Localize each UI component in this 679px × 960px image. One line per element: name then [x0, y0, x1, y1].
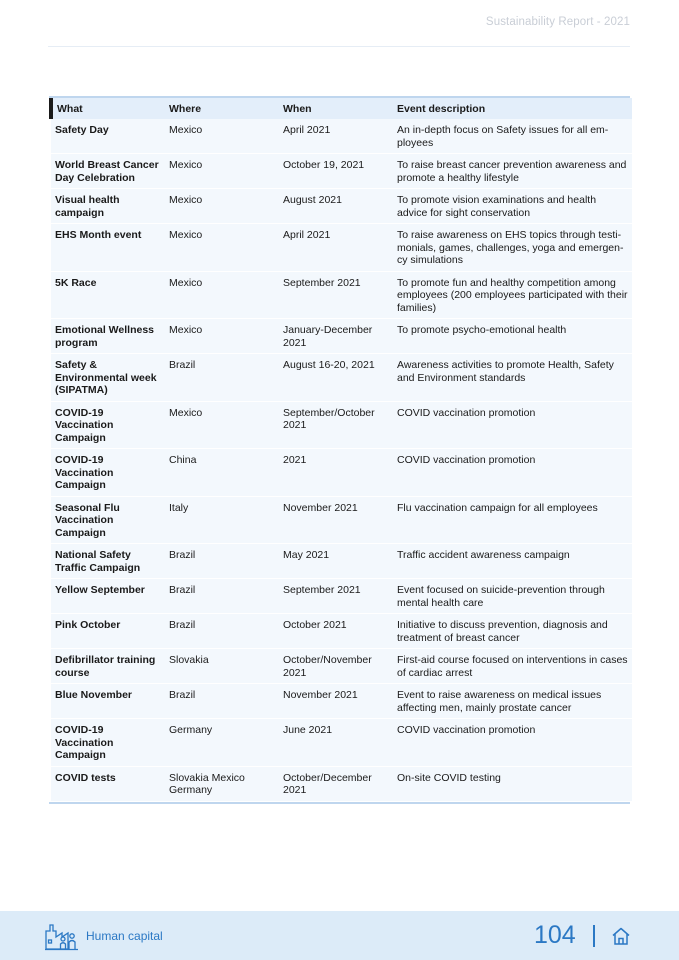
row-what: COVID-19 Vaccination Campaign [51, 719, 165, 767]
row-what: Safety Day [51, 119, 165, 154]
row-where: Mexico [165, 119, 279, 154]
row-what: Emotional Wellness program [51, 319, 165, 354]
header-title: Sustainability Report - 2021 [485, 16, 630, 28]
row-description: To promote psycho-emotional health [393, 319, 632, 354]
row-description: COVID vaccination promotion [393, 719, 632, 767]
row-when: October 19, 2021 [279, 154, 393, 189]
row-what: Yellow September [51, 579, 165, 614]
row-when: November 2021 [279, 684, 393, 719]
row-when: October/December 2021 [279, 766, 393, 801]
footer-bar [0, 911, 679, 960]
row-what: Visual health campaign [51, 189, 165, 224]
row-when: September 2021 [279, 579, 393, 614]
row-what: 5K Race [51, 271, 165, 319]
row-description: To raise breast cancer prevention awareness and promote a healthy lifestyle [393, 154, 632, 189]
row-what: Blue November [51, 684, 165, 719]
row-when: November 2021 [279, 496, 393, 544]
row-what: World Breast Cancer Day Celebration [51, 154, 165, 189]
row-when: May 2021 [279, 544, 393, 579]
column-header-what: What [51, 98, 165, 119]
row-description: To promote fun and healthy competition among employees (200 employees participated with their families) [393, 271, 632, 319]
table-row [51, 766, 632, 801]
row-where: Slovakia Mexico Germany [165, 766, 279, 801]
row-description: An in-depth focus on Safety issues for all em- ployees [393, 119, 632, 154]
table-row [51, 354, 632, 402]
row-when: April 2021 [279, 119, 393, 154]
footer-separator [593, 925, 595, 947]
header-divider [48, 46, 630, 47]
table-row [51, 154, 632, 189]
row-where: Brazil [165, 544, 279, 579]
row-where: Mexico [165, 401, 279, 449]
row-description: To promote vision examinations and health advice for sight conservation [393, 189, 632, 224]
column-header-when: When [279, 98, 393, 119]
table-row [51, 544, 632, 579]
row-description: Awareness activities to promote Health, Safety and Environment standards [393, 354, 632, 402]
row-when: October/November 2021 [279, 649, 393, 684]
row-where: Mexico [165, 154, 279, 189]
row-where: Brazil [165, 354, 279, 402]
row-when: 2021 [279, 449, 393, 497]
row-where: Slovakia [165, 649, 279, 684]
row-where: Germany [165, 719, 279, 767]
page-number: 104 [534, 921, 576, 949]
row-when: June 2021 [279, 719, 393, 767]
table-row [51, 614, 632, 649]
row-description: Traffic accident awareness campaign [393, 544, 632, 579]
events-table-container [49, 96, 630, 804]
home-icon[interactable] [611, 926, 631, 951]
table-row [51, 649, 632, 684]
row-what: National Safety Traffic Campaign [51, 544, 165, 579]
row-what: COVID tests [51, 766, 165, 801]
row-description: Event to raise awareness on medical issues affecting men, mainly prostate cancer [393, 684, 632, 719]
footer-section-label[interactable]: Human capital [86, 929, 163, 943]
row-where: Brazil [165, 579, 279, 614]
row-where: China [165, 449, 279, 497]
table-row [51, 719, 632, 767]
table-row [51, 684, 632, 719]
table-header-row [51, 98, 632, 119]
row-what: Seasonal Flu Vaccination Campaign [51, 496, 165, 544]
row-where: Mexico [165, 319, 279, 354]
row-what: COVID-19 Vaccination Campaign [51, 401, 165, 449]
table-row [51, 449, 632, 497]
row-where: Brazil [165, 614, 279, 649]
events-table [49, 98, 632, 802]
factory-people-icon [44, 921, 80, 956]
row-description: To raise awareness on EHS topics through testi- monials, games, challenges, yoga and emergen- cy simulations [393, 224, 632, 272]
row-where: Mexico [165, 271, 279, 319]
row-what: Safety & Environmental week (SIPATMA) [51, 354, 165, 402]
table-row [51, 496, 632, 544]
row-description: Flu vaccination campaign for all employees [393, 496, 632, 544]
row-what: Pink October [51, 614, 165, 649]
table-row [51, 579, 632, 614]
row-when: August 16-20, 2021 [279, 354, 393, 402]
row-where: Italy [165, 496, 279, 544]
row-description: COVID vaccination promotion [393, 401, 632, 449]
table-row [51, 189, 632, 224]
row-when: September 2021 [279, 271, 393, 319]
row-what: Defibrillator training course [51, 649, 165, 684]
table-row [51, 401, 632, 449]
column-header-where: Where [165, 98, 279, 119]
row-where: Brazil [165, 684, 279, 719]
row-what: EHS Month event [51, 224, 165, 272]
row-where: Mexico [165, 189, 279, 224]
row-description: Event focused on suicide-prevention through mental health care [393, 579, 632, 614]
row-when: January-December 2021 [279, 319, 393, 354]
row-description: Initiative to discuss prevention, diagnosis and treatment of breast cancer [393, 614, 632, 649]
column-header-description: Event description [393, 98, 632, 119]
row-when: September/October 2021 [279, 401, 393, 449]
row-when: October 2021 [279, 614, 393, 649]
table-row [51, 119, 632, 154]
table-row [51, 271, 632, 319]
row-what: COVID-19 Vaccination Campaign [51, 449, 165, 497]
row-when: April 2021 [279, 224, 393, 272]
row-when: August 2021 [279, 189, 393, 224]
row-description: COVID vaccination promotion [393, 449, 632, 497]
table-row [51, 319, 632, 354]
row-description: On-site COVID testing [393, 766, 632, 801]
row-where: Mexico [165, 224, 279, 272]
row-description: First-aid course focused on interventions in cases of cardiac arrest [393, 649, 632, 684]
table-row [51, 224, 632, 272]
